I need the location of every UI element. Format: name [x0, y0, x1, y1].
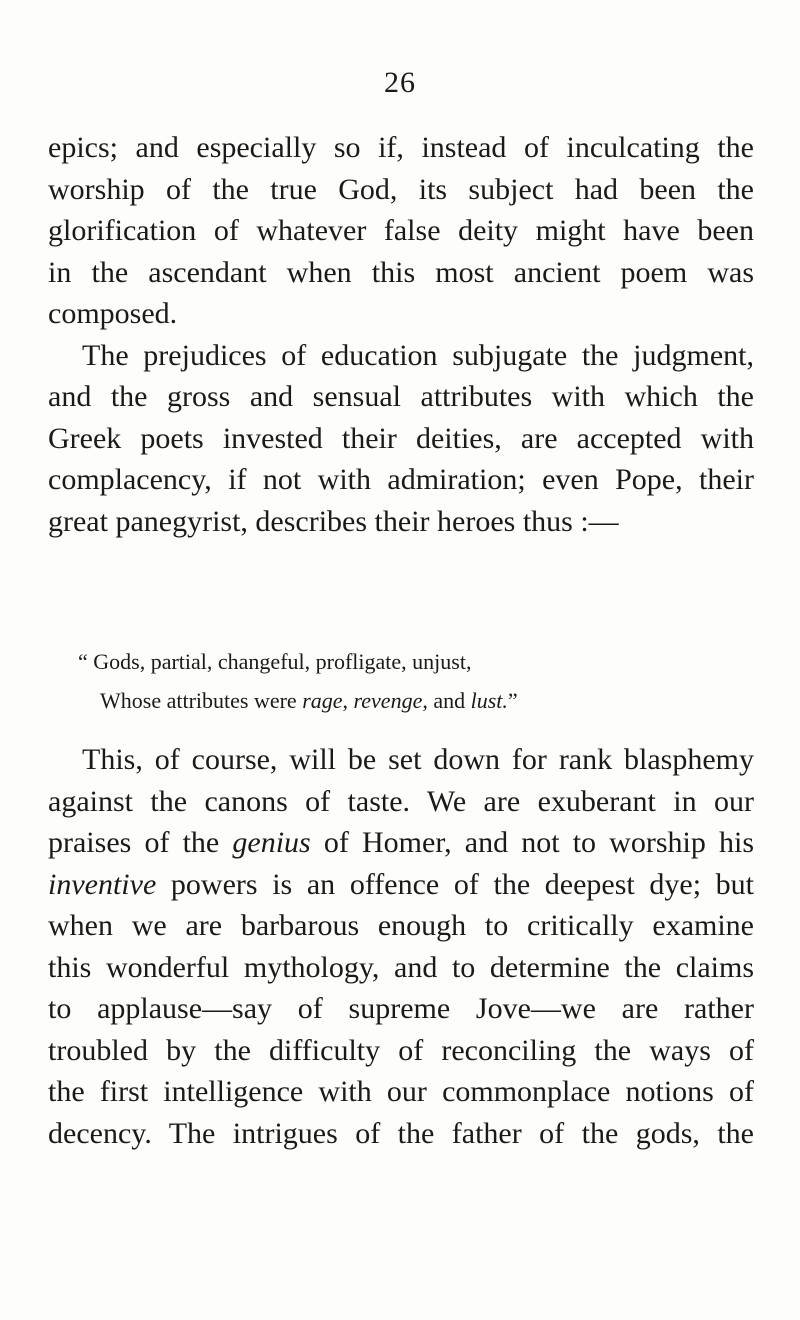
text-block-bottom — [48, 741, 754, 1156]
paragraph-line: when we are barbarous enough to critically examine — [48, 909, 754, 942]
paragraph-line: The prejudices of education subjugate the judgment, — [82, 338, 754, 372]
paragraph-line: complacency, if not with admiration; even Pope, their — [48, 463, 754, 496]
paragraph-line: great panegyrist, describes their heroes thus :— — [48, 504, 619, 538]
page-number: 26 — [384, 66, 416, 99]
paragraph-line: Greek poets invested their deities, are accepted with — [48, 421, 754, 455]
paragraph-line — [48, 866, 754, 908]
verse-line — [100, 687, 518, 715]
paragraph-line — [48, 824, 754, 866]
paragraph-line: decency. The intrigues of the father of the gods, the — [48, 1116, 754, 1150]
paragraph-line: and the gross and sensual attributes with which the — [48, 380, 754, 413]
verse-italic: revenge — [353, 688, 423, 713]
verse-italic: rage — [302, 688, 343, 713]
paragraph-text: praises of the — [48, 826, 233, 859]
paragraph-line: glorification of whatever false deity might have been — [48, 214, 754, 247]
paragraph-line: troubled by the difficulty of reconciling the ways of — [48, 1033, 754, 1067]
paragraph-line: to applause—say of supreme Jove—we are rather — [48, 992, 754, 1025]
text-block-top — [48, 129, 754, 544]
paragraph-italic: inventive — [48, 867, 157, 901]
verse-text: ” — [507, 688, 518, 713]
paragraph-line: This, of course, will be set down for rank blasphemy — [82, 743, 754, 776]
paragraph-text: of Homer, and not to worship his — [310, 826, 754, 859]
verse-italic: lust. — [470, 688, 508, 713]
paragraph-line: the first intelligence with our commonplace notions of — [48, 1075, 754, 1108]
paragraph-italic: genius — [232, 826, 311, 859]
paragraph-line: this wonderful mythology, and to determine the claims — [48, 950, 754, 984]
paragraph-line: against the canons of taste. We are exuberant in our — [48, 784, 754, 818]
verse-text: Whose attributes were — [100, 688, 303, 713]
paragraph-line: epics; and especially so if, instead of inculcating the — [48, 131, 754, 164]
paragraph-text: powers is an offence of the deepest dye; but — [156, 867, 754, 901]
paragraph-line: worship of the true God, its subject had been the — [48, 172, 754, 206]
paragraph-line: in the ascendant when this most ancient poem was — [48, 255, 754, 289]
verse-line: “ Gods, partial, changeful, profligate, unjust, — [78, 649, 472, 674]
paragraph-line: composed. — [48, 297, 178, 330]
verse-text: , — [342, 688, 354, 713]
verse-text: , and — [422, 688, 471, 713]
